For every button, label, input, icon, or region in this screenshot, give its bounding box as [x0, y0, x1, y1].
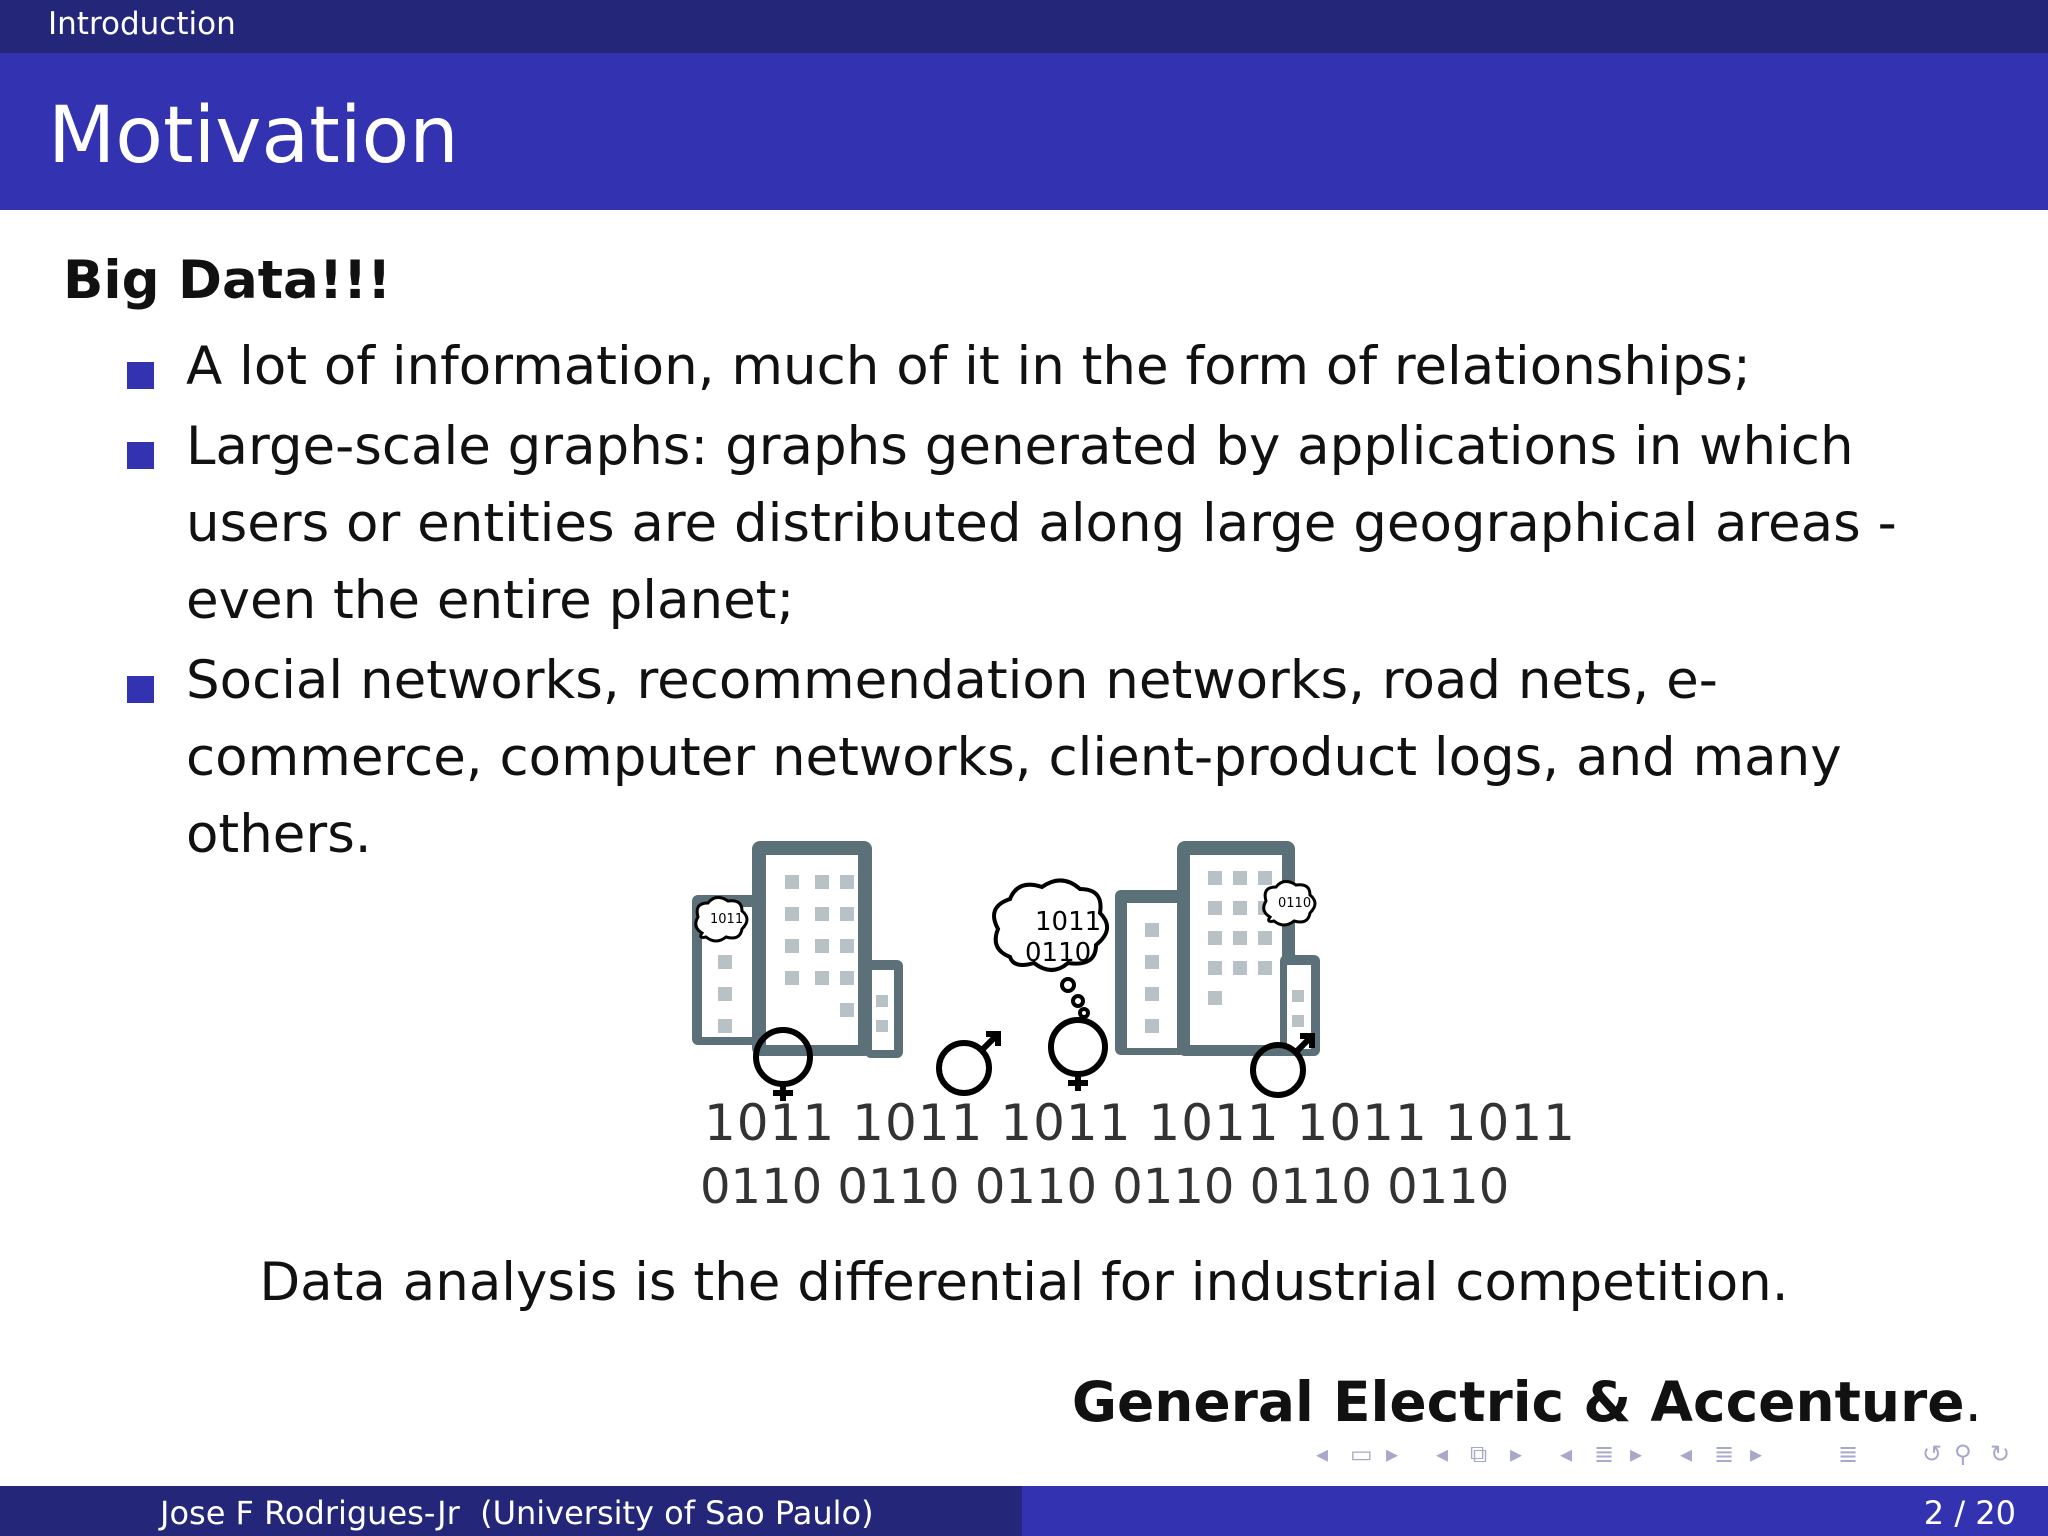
bubble-small-line-2: 0110 [1278, 896, 1312, 911]
left-buildings-icon [692, 841, 903, 1058]
square-bullet-icon [127, 676, 154, 703]
section-name: Introduction [48, 6, 236, 42]
binary-row-2: 0110 0110 0110 0110 0110 0110 [700, 1159, 1510, 1215]
bullet-item [122, 328, 1952, 405]
prev-frame-icon[interactable]: ◂ [1316, 1440, 1329, 1468]
toc-icon[interactable]: ≣ [1838, 1440, 1859, 1468]
forward-icon[interactable]: ↻ [1990, 1440, 2011, 1468]
frame-icon[interactable]: ▭ [1350, 1440, 1373, 1468]
female-symbol-icon [1051, 1020, 1105, 1091]
bubble-small-line-1: 1011 [710, 912, 744, 927]
square-bullet-icon [127, 442, 154, 469]
binary-row-1: 1011 1011 1011 1011 1011 1011 [704, 1094, 1576, 1152]
credit-text: General Electric & Accenture [1071, 1370, 1965, 1434]
bullet-list [122, 328, 1952, 876]
footer-author-bar [0, 1486, 1022, 1536]
next-subsection-icon[interactable]: ▸ [1510, 1440, 1523, 1468]
page-number: 2 / 20 [1923, 1494, 2016, 1532]
footer-author: Jose F Rodrigues-Jr (University of Sao Paulo) [160, 1494, 874, 1532]
figure-caption: Data analysis is the differential for industrial competition. [259, 1252, 1789, 1313]
search-icon[interactable]: ⚲ [1954, 1440, 1972, 1468]
source-credit [1072, 1370, 1982, 1434]
big-data-illustration [680, 835, 1576, 1225]
bullet-item [122, 408, 1952, 639]
credit-period: . [1964, 1370, 1982, 1434]
doc-next-icon[interactable]: ▸ [1750, 1440, 1763, 1468]
beamer-navigation [1310, 1440, 2030, 1472]
right-buildings-icon [1115, 841, 1320, 1056]
prev-subsection-icon[interactable]: ◂ [1436, 1440, 1449, 1468]
subsection-icon[interactable]: ⧉ [1470, 1440, 1488, 1468]
male-symbol-icon [939, 1034, 998, 1093]
bullet-text: Large-scale graphs: graphs generated by applications in which users or entities are distributed along large geographical areas - even the entire planet; [186, 416, 1897, 631]
title-bar [0, 53, 2048, 210]
next-frame-icon[interactable]: ▸ [1386, 1440, 1399, 1468]
block-heading: Big Data!!! [63, 250, 392, 311]
doc-prev-icon[interactable]: ◂ [1680, 1440, 1693, 1468]
slide-title: Motivation [48, 91, 459, 181]
prev-section-icon[interactable]: ◂ [1560, 1440, 1573, 1468]
section-bar [0, 0, 2048, 53]
bubble-large-line-1: 1011 [1035, 907, 1102, 937]
square-bullet-icon [127, 362, 154, 389]
next-section-icon[interactable]: ▸ [1630, 1440, 1643, 1468]
bullet-text: Social networks, recommendation networks, road nets, e-commerce, computer networks, client-product logs, and many others. [186, 650, 1842, 865]
back-icon[interactable]: ↺ [1922, 1440, 1943, 1468]
bubble-large-line-2: 0110 [1025, 938, 1092, 968]
section-icon[interactable]: ≣ [1594, 1440, 1615, 1468]
bullet-text: A lot of information, much of it in the form of relationships; [186, 336, 1751, 397]
footer-page-bar [1022, 1486, 2048, 1536]
doc-icon[interactable]: ≣ [1714, 1440, 1735, 1468]
